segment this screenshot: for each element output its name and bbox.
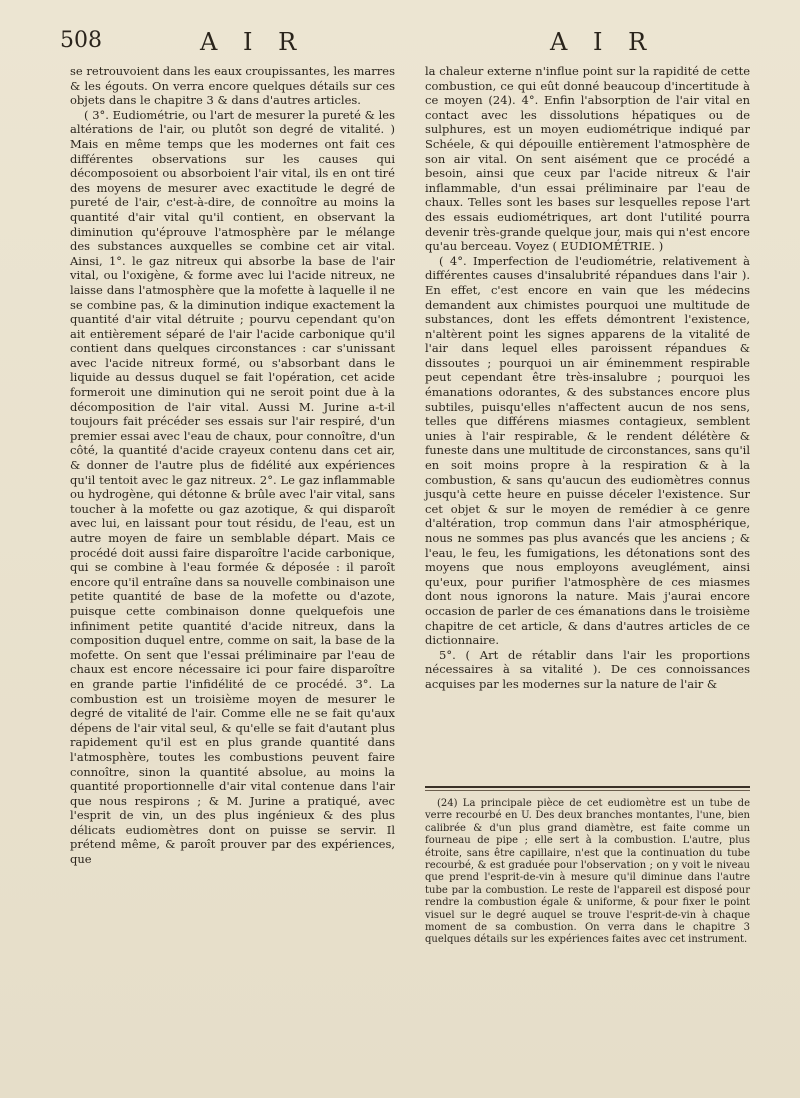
right-column — [425, 64, 750, 692]
footnote-rule — [425, 786, 750, 788]
page-number: 508 — [60, 28, 102, 53]
right-paragraph-1: la chaleur externe n'influe point sur la rapidité de cette combustion, ce qui eût donné beaucoup d'incertitude à ce moyen (24). 4°. Enfin l'absorption de l'air vital en contact avec les dissolutions hépatiques ou de sulphures, est un moyen eudiométrique indiqué par Schéele, & qui dépouille entièrement l'atmosphère de son air vital. On sent aisément que ce procédé a besoin, ainsi que ceux par l'acide nitreux & l'air inflammable, d'un essai préliminaire par l'eau de chaux. Telles sont les bases sur lesquelles repose l'art des essais eudiométriques, art dont l'utilité pourra devenir très-grande quelque jour, mais qui n'est encore qu'au berceau. Voyez ( EUDIOMÉTRIE. ) — [425, 64, 750, 254]
running-head-right: A I R — [550, 28, 656, 56]
left-column — [70, 64, 395, 867]
footnote-text: (24) La principale pièce de cet eudiomètre est un tube de verre recourbé en U. Des deux branches montantes, l'une, bien calibrée & d'un plus grand diamètre, est faite comme un fourneau de pipe ; elle sert à la combustion. L'autre, plus étroite, sans être capillaire, n'est que la continuation du tube recourbé, & est graduée pour l'observation ; on y voit le niveau que prend l'esprit-de-vin à mesure qu'il diminue dans l'autre tube par la combustion. Le reste de l'appareil est disposé pour rendre la combustion égale & uniforme, & pour fixer le point visuel sur le degré auquel se trouve l'esprit-de-vin à chaque moment de sa combustion. On verra dans le chapitre 3 quelques détails sur les expériences faites avec cet instrument. — [425, 798, 750, 946]
footnote-rule-thin — [425, 790, 750, 791]
left-paragraph-2: ( 3°. Eudiométrie, ou l'art de mesurer la pureté & les altérations de l'air, ou plutôt son degré de vitalité. ) Mais en même temps que les modernes ont fait ces différentes observations sur les causes qui décomposoient ou absorboient l'air vital, ils en ont tiré des moyens de mesurer avec exactitude le degré de pureté de l'air, c'est-à-dire, de connoître au moins la quantité d'air vital qu'il contient, en observant la diminution qu'éprouve l'atmosphère par le mélange des substances auxquelles se combine cet air vital. Ainsi, 1°. le gaz nitreux qui absorbe la base de l'air vital, ou l'oxigène, & forme avec lui l'acide nitreux, ne laisse dans l'atmosphère que la mofette à laquelle il ne se combine pas, & la diminution indique exactement la quantité d'air vital détruite ; pourvu cependant qu'on ait entièrement séparé de l'air l'acide carbonique qu'il contient dans quelques circonstances : car s'unissant avec l'acide nitreux formé, ou s'absorbant dans le liquide au dessus duquel se fait l'opération, cet acide formeroit une diminution qui ne seroit point due à la décomposition de l'air vital. Aussi M. Jurine a-t-il toujours fait précéder ses essais sur l'air respiré, d'un premier essai avec l'eau de chaux, pour connoître, d'un côté, la quantité d'acide crayeux contenu dans cet air, & donner de l'autre plus de fidélité aux expériences qu'il tentoit avec le gaz nitreux. 2°. Le gaz inflammable ou hydrogène, qui détonne & brûle avec l'air vital, sans toucher à la mofette ou gaz azotique, & qui disparoît avec lui, en laissant pour tout résidu, de l'eau, est un autre moyen de faire un semblable départ. Mais ce procédé doit aussi faire disparoître l'acide carbonique, qui se combine à l'eau formée & déposée : il paroît encore qu'il entraîne dans sa nouvelle combinaison une petite quantité de base de la mofette ou d'azote, puisque cette combinaison donne quelquefois une infiniment petite quantité d'acide nitreux, dans la composition duquel entre, comme on sait, la base de la mofette. On sent que l'essai préliminaire par l'eau de chaux est encore nécessaire ici pour faire disparoître en grande partie l'infidélité de ce procédé. 3°. La combustion est un troisième moyen de mesurer le degré de vitalité de l'air. Comme elle ne se fait qu'aux dépens de l'air vital seul, & qu'elle se fait d'autant plus rapidement qu'il est en plus grande quantité dans l'atmosphère, toutes les combustions peuvent faire connoître, sinon la quantité absolue, au moins la quantité proportionnelle d'air vital contenue dans l'air que nous respirons ; & M. Jurine a pratiqué, avec l'esprit de vin, un des plus ingénieux & des plus délicats eudiomètres dont on puisse se servir. Il prétend même, & paroît prouver par des expériences, que — [70, 107, 395, 867]
left-paragraph-1: se retrouvoient dans les eaux croupissantes, les marres & les égouts. On verra encore quelques détails sur ces objets dans le chapitre 3 & dans d'autres articles. — [70, 64, 395, 108]
page-header — [60, 28, 750, 62]
right-paragraph-2: ( 4°. Imperfection de l'eudiométrie, relativement à différentes causes d'insalubrité répandues dans l'air ). En effet, c'est encore en vain que les médecins demandent aux chimistes pourquoi une multitude de substances, dont les effets démontrent l'existence, n'altèrent point les signes apparens de la vitalité de l'air dans lequel elles paroissent répandues & dissoutes ; pourquoi un air éminemment respirable peut cependant être très-insalubre ; pourquoi les émanations odorantes, & des substances encore plus subtiles, puisqu'elles n'affectent aucun de nos sens, telles que différens miasmes contagieux, semblent unies à l'air respirable, & le rendent délétère & funeste dans une multitude de circonstances, sans qu'il en soit moins propre à la respiration & à la combustion, & sans qu'aucun des eudiomètres connus jusqu'à cette heure en puisse déceler l'existence. Sur cet objet & sur le moyen de remédier à ce genre d'altération, trop commun dans l'air atmosphérique, nous ne sommes pas plus avancés que les anciens ; & l'eau, le feu, les fumigations, les détonations sont des moyens que nous employons aveuglément, ainsi qu'eux, pour purifier l'atmosphère de ces miasmes dont nous ignorons la nature. Mais j'aurai encore occasion de parler de ces émanations dans le troisième chapitre de cet article, & dans d'autres articles de ce dictionnaire. — [425, 253, 750, 648]
running-head-left: A I R — [200, 28, 306, 56]
right-paragraph-3: 5°. ( Art de rétablir dans l'air les proportions nécessaires à sa vitalité ). De ces connoissances acquises par les modernes sur la nature de l'air & — [425, 647, 750, 691]
footnote — [425, 798, 750, 947]
